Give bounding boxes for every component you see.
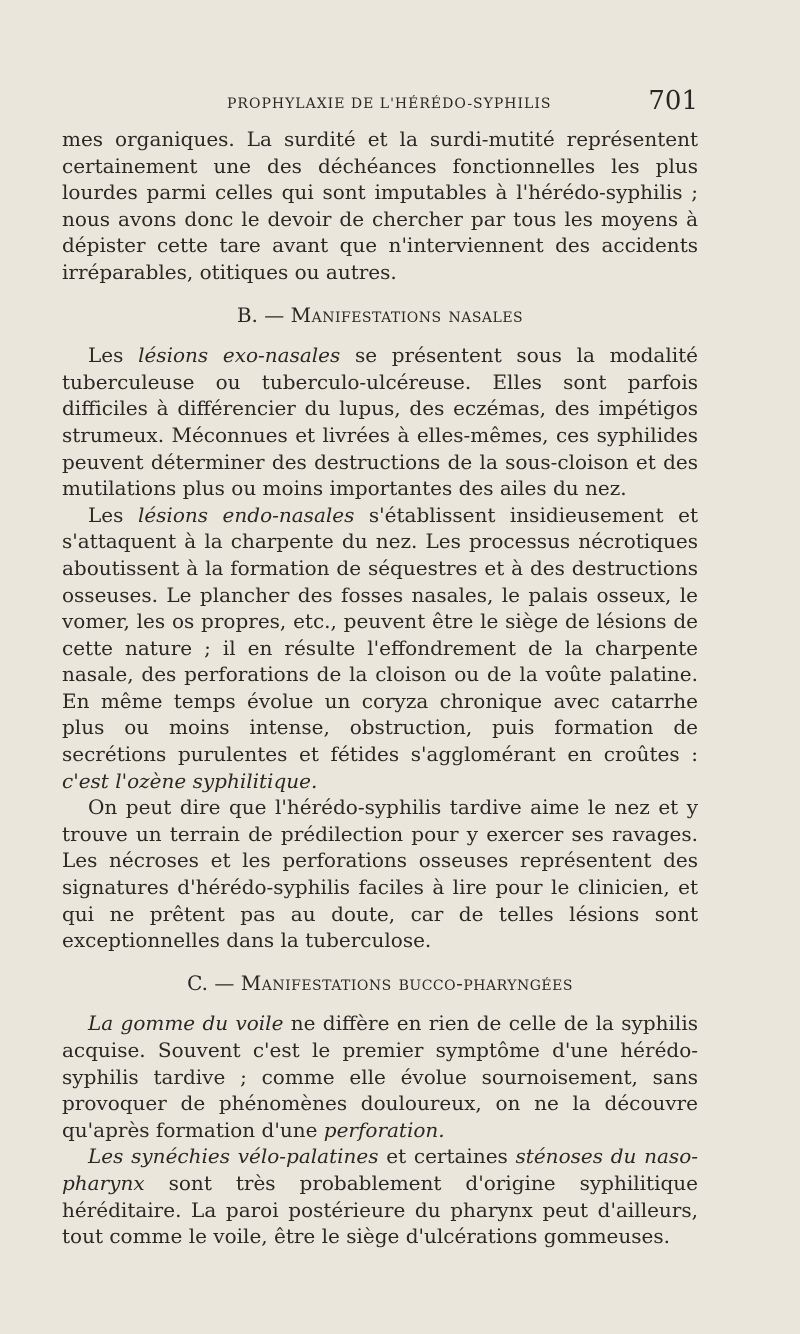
paragraph-6-text-b: et certaines — [378, 1144, 516, 1169]
paragraph-3-italic-end: c'est l'ozène syphilitique. — [62, 768, 318, 793]
section-heading-c-title: Manifestations bucco-pharyngées — [240, 970, 573, 995]
paragraph-5 — [62, 1010, 698, 1143]
section-heading-c-letter: C. — — [187, 970, 241, 995]
section-heading-b-letter: B. — — [236, 302, 291, 327]
paragraph-1: mes organiques. La surdité et la surdi-mutité représentent certainement une des déchéances fonctionnelles les plus lourdes parmi celles qui sont imputables à l'hérédo-syphilis ; nous avons donc le devoir de chercher par tous les moyens à dépister cette tare avant que n'interviennent des accidents irréparables, otitiques ou autres. — [62, 127, 698, 284]
page-body — [62, 126, 698, 1250]
paragraph-3-text-c: s'établissent insidieusement et s'attaquent à la charpente du nez. Les processus nécrotiques aboutissent à la formation de séquestres et à des destructions osseuses. Le plancher des fosses nasales, le palais osseux, le vomer, les os propres, etc., peuvent être le siège de lésions de cette nature ; il en résulte l'effondrement de la charpente nasale, des perforations de la cloison ou de la voûte palatine. En même temps évolue un coryza chronique avec catarrhe plus ou moins intense, obstruction, puis formation de secrétions purulentes et fétides s'agglomérant en croûtes : — [62, 502, 698, 767]
paragraph-6 — [62, 1143, 698, 1249]
paragraph-2 — [62, 342, 698, 502]
section-heading-b — [62, 302, 698, 329]
running-title: PROPHYLAXIE DE L'HÉRÉDO-SYPHILIS — [227, 96, 552, 112]
paragraph-2-text-c: se présentent sous la modalité tuberculeuse ou tuberculo-ulcéreuse. Elles sont parfois difficiles à différencier du lupus, des eczémas, des impétigos strumeux. Méconnues et livrées à elles-mêmes, ces syphilides peuvent déterminer des destructions de la sous-cloison et des mutilations plus ou moins importantes des ailes du nez. — [62, 343, 698, 501]
paragraph-2-italic: lésions exo-nasales — [138, 343, 341, 368]
section-heading-c — [62, 970, 698, 997]
paragraph-3-text-a: Les — [88, 502, 138, 527]
paragraph-5-italic: La gomme du voile — [88, 1011, 284, 1036]
page-header — [62, 86, 698, 126]
paragraph-6-italic-c: sténoses du naso-pharynx — [62, 1144, 698, 1195]
paragraph-6-text-d: sont très probablement d'origine syphilitique héréditaire. La paroi postérieure du pharynx peut d'ailleurs, tout comme le voile, être le siège d'ulcérations gommeuses. — [62, 1170, 698, 1249]
paragraph-5-text-b: ne diffère en rien de celle de la syphilis acquise. Souvent c'est le premier symptôme d'une hérédo-syphilis tardive ; comme elle évolue sournoisement, sans provoquer de phénomènes douloureux, on ne la découvre qu'après formation d'une — [62, 1011, 698, 1142]
section-heading-b-title: Manifestations nasales — [290, 302, 524, 327]
paragraph-3-italic: lésions endo-nasales — [137, 502, 355, 527]
paragraph-6-italic-a: Les synéchies vélo-palatines — [88, 1144, 379, 1169]
paragraph-3 — [62, 502, 698, 795]
paragraph-2-text-a: Les — [88, 343, 139, 368]
paragraph-4: On peut dire que l'hérédo-syphilis tardive aime le nez et y trouve un terrain de prédilection pour y exercer ses ravages. Les nécroses et les perforations osseuses représentent des signatures d'hérédo-syphilis faciles à lire pour le clinicien, et qui ne prêtent pas au doute, car de telles lésions sont exceptionnelles dans la tuberculose. — [62, 795, 698, 953]
paragraph-5-italic-end: perforation. — [323, 1117, 445, 1142]
page-number: 701 — [648, 86, 698, 116]
